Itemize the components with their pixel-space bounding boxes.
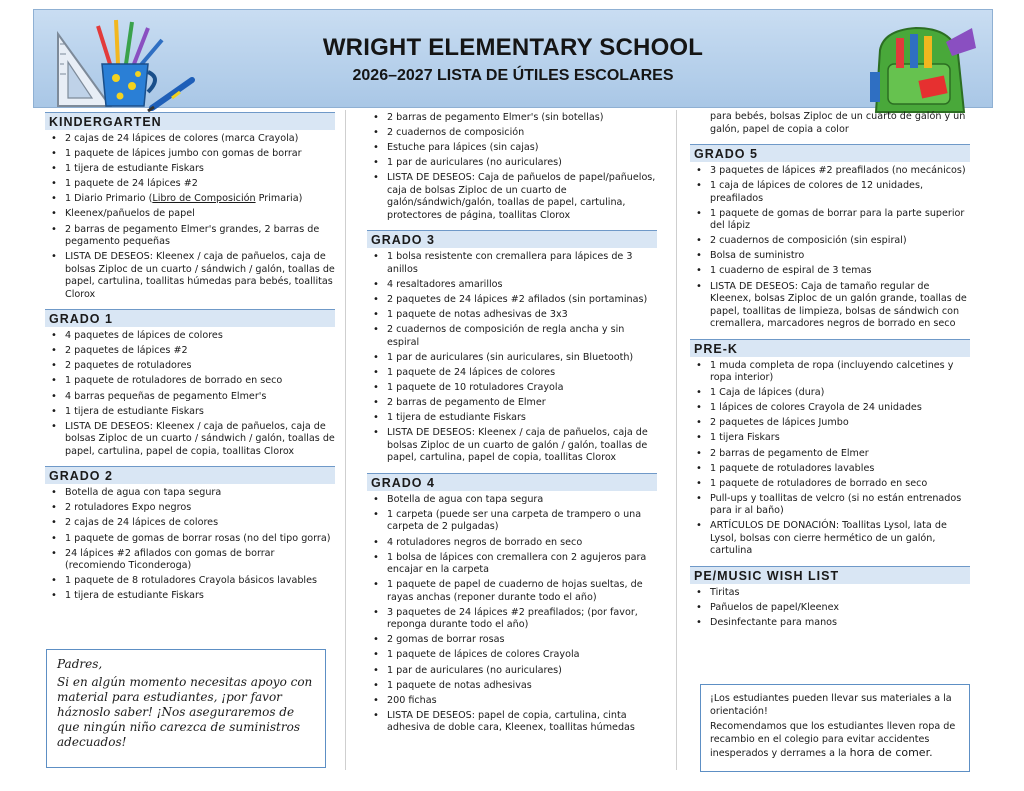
column-divider xyxy=(345,110,346,770)
list-item: • 2 paquetes de lápices Jumbo xyxy=(690,417,970,430)
list-item: • 1 bolsa de lápices con cremallera con 2 agujeros para encajar en la carpeta xyxy=(367,552,657,577)
list-item: • Desinfectante para manos xyxy=(690,617,970,630)
list-item: • Kleenex/pañuelos de papel xyxy=(45,208,335,221)
list-item: • Botella de agua con tapa segura xyxy=(45,487,335,500)
grado-2-continued-list xyxy=(367,112,657,222)
grado-1-list xyxy=(45,330,335,458)
list-item: • 24 lápices #2 afilados con gomas de borrar (recomiendo Ticonderoga) xyxy=(45,548,335,573)
list-item: • 1 tijera de estudiante Fiskars xyxy=(45,163,335,176)
list-item: • 3 paquetes de 24 lápices #2 preafilados; (por favor, reponga durante todo el año) xyxy=(367,607,657,632)
list-item: • Botella de agua con tapa segura xyxy=(367,494,657,507)
list-item: • Pull-ups y toallitas de velcro (si no están entrenados para ir al baño) xyxy=(690,493,970,518)
list-item: • 1 tijera de estudiante Fiskars xyxy=(45,590,335,603)
list-item: • 2 barras de pegamento Elmer's grandes, 2 barras de pegamento pequeñas xyxy=(45,224,335,249)
section-heading-grado-4: GRADO 4 xyxy=(367,473,657,491)
parents-note-greeting: Padres, xyxy=(57,657,103,671)
section-heading-grado-3: GRADO 3 xyxy=(367,230,657,248)
list-item: • 1 paquete de notas adhesivas xyxy=(367,680,657,693)
list-item: • 1 paquete de rotuladores de borrado en seco xyxy=(45,375,335,388)
pe-music-list xyxy=(690,587,970,630)
list-item xyxy=(45,193,335,206)
section-heading-grado-1: GRADO 1 xyxy=(45,309,335,327)
list-item: • 1 par de auriculares (no auriculares) xyxy=(367,665,657,678)
list-item: • 1 paquete de 24 lápices de colores xyxy=(367,367,657,380)
list-item: • 1 bolsa resistente con cremallera para lápices de 3 anillos xyxy=(367,251,657,276)
list-item: • 1 paquete de lápices de colores Crayola xyxy=(367,649,657,662)
list-item: • 1 carpeta (puede ser una carpeta de trampero o una carpeta de 2 pulgadas) xyxy=(367,509,657,534)
list-item: • 2 gomas de borrar rosas xyxy=(367,634,657,647)
list-item: • LISTA DE DESEOS: papel de copia, cartulina, cinta adhesiva de doble cara, Kleenex, toallitas húmedas xyxy=(367,710,657,735)
list-item: • 4 barras pequeñas de pegamento Elmer's xyxy=(45,391,335,404)
page-subtitle: 2026–2027 LISTA DE ÚTILES ESCOLARES xyxy=(352,67,674,84)
list-item: • 4 resaltadores amarillos xyxy=(367,279,657,292)
grado-5-list xyxy=(690,165,970,331)
list-item: • 2 cajas de 24 lápices de colores (marca Crayola) xyxy=(45,133,335,146)
parents-note-body: Si en algún momento necesitas apoyo con material para estudiantes, ¡por favor háznoslo saber! ¡Nos aseguraremos de que ningún niño carezca de suministros adecuados! xyxy=(57,675,313,749)
list-item: • 2 barras de pegamento Elmer's (sin botellas) xyxy=(367,112,657,125)
parents-note xyxy=(46,649,326,768)
list-item: • LISTA DE DESEOS: Kleenex / caja de pañuelos, caja de bolsas Ziploc de un cuarto de galón / galón, toallas de papel, cartulina, papel de copia, toallitas Clorox xyxy=(367,427,657,465)
list-item: • Estuche para lápices (sin cajas) xyxy=(367,142,657,155)
list-item: • Pañuelos de papel/Kleenex xyxy=(690,602,970,615)
list-item-text: 1 Diario Primario ( xyxy=(65,193,153,205)
list-item: • 1 Caja de lápices (dura) xyxy=(690,387,970,400)
list-item: • 1 tijera de estudiante Fiskars xyxy=(45,406,335,419)
composition-book-link-text: Libro de Composición xyxy=(152,193,256,205)
list-item: • LISTA DE DESEOS: Caja de pañuelos de papel/pañuelos, caja de bolsas Ziploc de un cuarto de galón/sándwich/galón, toallas de papel, cartulina, protectores de página, toallitas Clorox xyxy=(367,172,657,222)
spare-clothes-text: Recomendamos que los estudiantes lleven ropa de recambio en el colegio para evitar accidentes inesperados y derrames a la xyxy=(710,721,956,759)
list-item: • 1 paquete de gomas de borrar para la parte superior del lápiz xyxy=(690,208,970,233)
backpack-icon xyxy=(870,28,976,112)
column-left xyxy=(45,110,335,605)
list-item: • 1 paquete de 8 rotuladores Crayola básicos lavables xyxy=(45,575,335,588)
list-item: • 2 paquetes de 24 lápices #2 afilados (sin portaminas) xyxy=(367,294,657,307)
list-item: • LISTA DE DESEOS: Kleenex / caja de pañuelos, caja de bolsas Ziploc de un cuarto / sándwich / galón, toallas de papel, cartulina, toallitas húmedas para bebés, toallitas Clorox xyxy=(45,251,335,301)
pre-k-list xyxy=(690,360,970,558)
list-item: • 2 cuadernos de composición (sin espiral) xyxy=(690,235,970,248)
grado-2-list xyxy=(45,487,335,603)
list-item: • 2 barras de pegamento de Elmer xyxy=(367,397,657,410)
list-item: • 1 paquete de papel de cuaderno de hojas sueltas, de rayas anchas (reponer durante todo el año) xyxy=(367,579,657,604)
list-item: • ARTÍCULOS DE DONACIÓN: Toallitas Lysol, lata de Lysol, bolsas con cierre hermético de un galón, cartulina xyxy=(690,520,970,558)
pencil-cup-icon xyxy=(98,20,162,106)
school-supplies-illustration xyxy=(40,14,200,118)
backpack-illustration xyxy=(860,20,980,120)
list-item: • 1 par de auriculares (sin auriculares, sin Bluetooth) xyxy=(367,352,657,365)
list-item: • 1 paquete de notas adhesivas de 3x3 xyxy=(367,309,657,322)
section-heading-kindergarten: KINDERGARTEN xyxy=(45,112,335,130)
list-item: • 2 paquetes de lápices #2 xyxy=(45,345,335,358)
list-item: • 1 paquete de gomas de borrar rosas (no del tipo gorra) xyxy=(45,533,335,546)
list-item: • 1 paquete de lápices jumbo con gomas de borrar xyxy=(45,148,335,161)
info-box xyxy=(700,684,970,772)
list-item: • 1 tijera Fiskars xyxy=(690,432,970,445)
list-item: • 1 caja de lápices de colores de 12 unidades, preafilados xyxy=(690,180,970,205)
list-item: • 1 paquete de rotuladores de borrado en seco xyxy=(690,478,970,491)
section-heading-pre-k: PRE-K xyxy=(690,339,970,357)
list-item: • 2 cajas de 24 lápices de colores xyxy=(45,517,335,530)
list-item: • 1 paquete de 10 rotuladores Crayola xyxy=(367,382,657,395)
list-item-text: Primaria) xyxy=(255,193,303,205)
kindergarten-list xyxy=(45,133,335,301)
list-item: • Tiritas xyxy=(690,587,970,600)
list-item: • 2 barras de pegamento de Elmer xyxy=(690,448,970,461)
list-item: • 2 rotuladores Expo negros xyxy=(45,502,335,515)
orientation-note: ¡Los estudiantes pueden llevar sus materiales a la orientación! xyxy=(710,693,952,717)
list-item: • 1 paquete de 24 lápices #2 xyxy=(45,178,335,191)
list-item: • 200 fichas xyxy=(367,695,657,708)
list-item: • 1 cuaderno de espiral de 3 temas xyxy=(690,265,970,278)
section-heading-pe-music: PE/MUSIC WISH LIST xyxy=(690,566,970,584)
list-item: • 3 paquetes de lápices #2 preafilados (no mecánicos) xyxy=(690,165,970,178)
grado-3-list xyxy=(367,251,657,464)
list-item: • 1 lápices de colores Crayola de 24 unidades xyxy=(690,402,970,415)
page-title: WRIGHT ELEMENTARY SCHOOL xyxy=(322,34,704,61)
list-item: • LISTA DE DESEOS: Kleenex / caja de pañuelos, caja de bolsas Ziploc de un cuarto / sándwich / galón, toallas de papel, cartulina, papel de copia, toallitas Clorox xyxy=(45,421,335,459)
spare-clothes-note xyxy=(710,720,960,760)
section-heading-grado-2: GRADO 2 xyxy=(45,466,335,484)
lunch-time-text: hora de comer. xyxy=(849,746,933,759)
list-item: • Bolsa de suministro xyxy=(690,250,970,263)
list-item: • 1 muda completa de ropa (incluyendo calcetines y ropa interior) xyxy=(690,360,970,385)
column-right xyxy=(690,110,970,632)
column-middle xyxy=(367,110,657,737)
list-item: • 4 rotuladores negros de borrado en seco xyxy=(367,537,657,550)
list-item: • 2 paquetes de rotuladores xyxy=(45,360,335,373)
list-item: • 1 paquete de rotuladores lavables xyxy=(690,463,970,476)
list-item: • 2 cuadernos de composición xyxy=(367,127,657,140)
grado-4-continued-text: para bebés, bolsas Ziploc de un cuarto de galón y un galón, papel de copia a color xyxy=(710,111,966,135)
list-item: • 4 paquetes de lápices de colores xyxy=(45,330,335,343)
grado-4-list xyxy=(367,494,657,735)
list-item: • LISTA DE DESEOS: Caja de tamaño regular de Kleenex, bolsas Ziploc de un galón grande, toallas de papel, toallitas de limpieza, bolsas de sándwich con cremallera, marcadores negros de borrado en seco xyxy=(690,281,970,331)
list-item: • 2 cuadernos de composición de regla ancha y sin espiral xyxy=(367,324,657,349)
column-divider xyxy=(676,110,677,770)
list-item: • 1 tijera de estudiante Fiskars xyxy=(367,412,657,425)
section-heading-grado-5: GRADO 5 xyxy=(690,144,970,162)
list-item: • 1 par de auriculares (no auriculares) xyxy=(367,157,657,170)
